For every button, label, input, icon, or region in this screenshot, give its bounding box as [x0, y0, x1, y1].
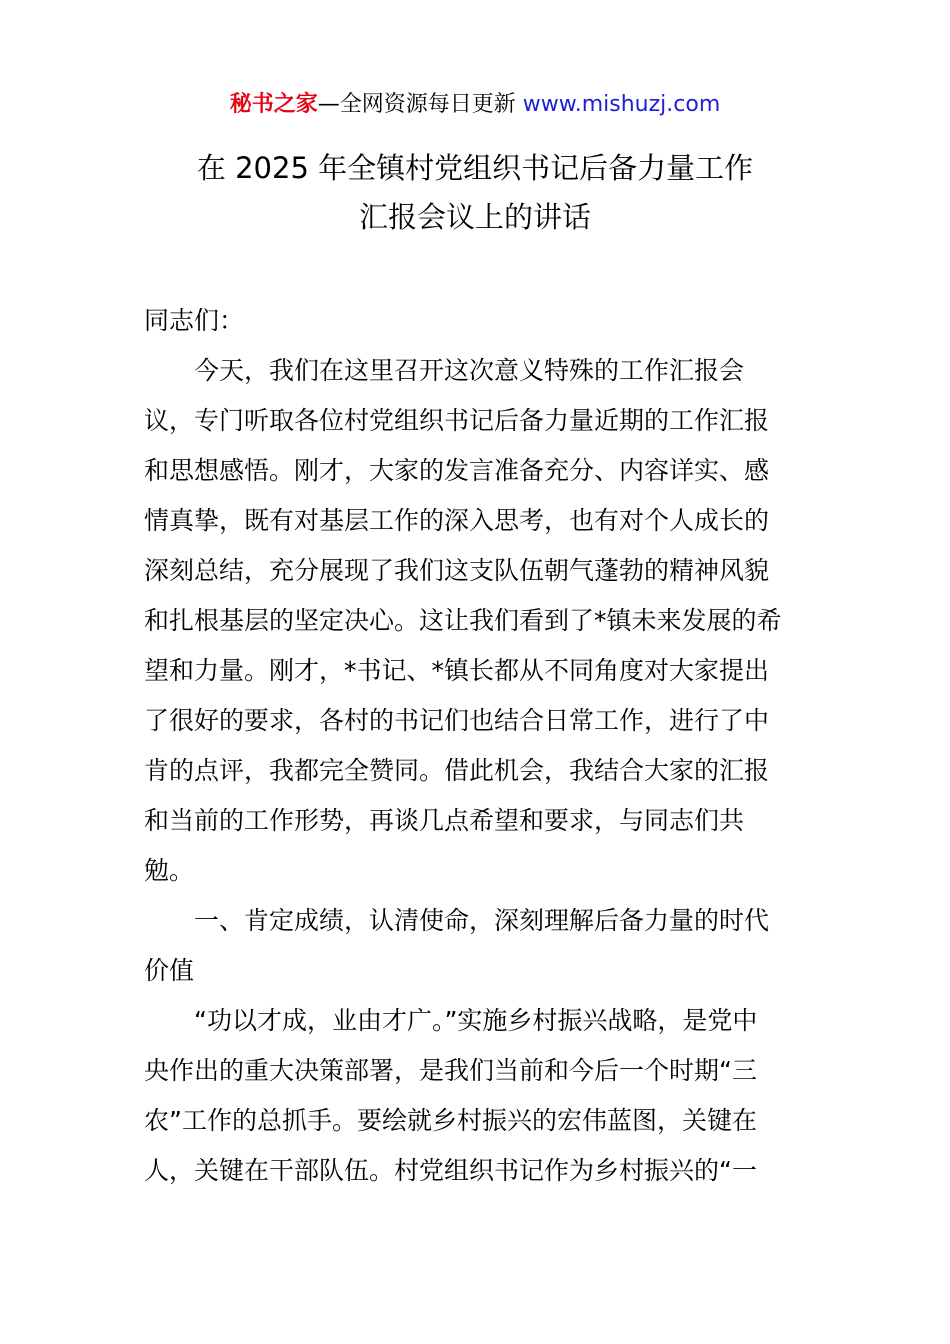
body-line: 农”工作的总抓手。要绘就乡村振兴的宏伟蓝图，关键在 — [144, 1106, 757, 1135]
body-line: 情真挚，既有对基层工作的深入思考，也有对个人成长的 — [144, 506, 770, 535]
body-line: 和当前的工作形势，再谈几点希望和要求，与同志们共 — [144, 806, 745, 835]
body-line: 勉。 — [144, 856, 195, 885]
document-title-line-2: 汇报会议上的讲话 — [358, 200, 591, 234]
salutation: 同志们： — [144, 306, 245, 335]
body-line: 深刻总结，充分展现了我们这支队伍朝气蓬勃的精神风貌 — [144, 556, 770, 585]
body-line: 人，关键在干部队伍。村党组织书记作为乡村振兴的“一 — [144, 1156, 757, 1185]
site-url-link[interactable]: www.mishuzj.com — [522, 92, 721, 117]
site-header — [0, 88, 950, 122]
header-tagline: —全网资源每日更新 — [317, 92, 516, 117]
body-line: 和思想感悟。刚才，大家的发言准备充分、内容详实、感 — [144, 456, 770, 485]
body-line: 央作出的重大决策部署，是我们当前和今后一个时期“三 — [144, 1056, 757, 1085]
body-line: 了很好的要求，各村的书记们也结合日常工作，进行了中 — [144, 706, 770, 735]
body-line: 议，专门听取各位村党组织书记后备力量近期的工作汇报 — [144, 406, 770, 435]
section-heading: 一、肯定成绩，认清使命，深刻理解后备力量的时代 — [194, 906, 770, 935]
body-line: 望和力量。刚才，*书记、*镇长都从不同角度对大家提出 — [144, 656, 770, 685]
section-heading-continued: 价值 — [144, 956, 195, 985]
brand-name: 秘书之家 — [229, 92, 318, 117]
body-line: 和扎根基层的坚定决心。这让我们看到了*镇未来发展的希 — [144, 606, 782, 635]
document-body — [144, 296, 814, 1196]
body-line: “功以才成，业由才广。”实施乡村振兴战略，是党中 — [194, 1006, 758, 1035]
body-line: 肯的点评，我都完全赞同。借此机会，我结合大家的汇报 — [144, 756, 770, 785]
document-title-line-1: 在 2025 年全镇村党组织书记后备力量工作 — [196, 151, 754, 185]
body-line: 今天，我们在这里召开这次意义特殊的工作汇报会 — [194, 356, 745, 385]
